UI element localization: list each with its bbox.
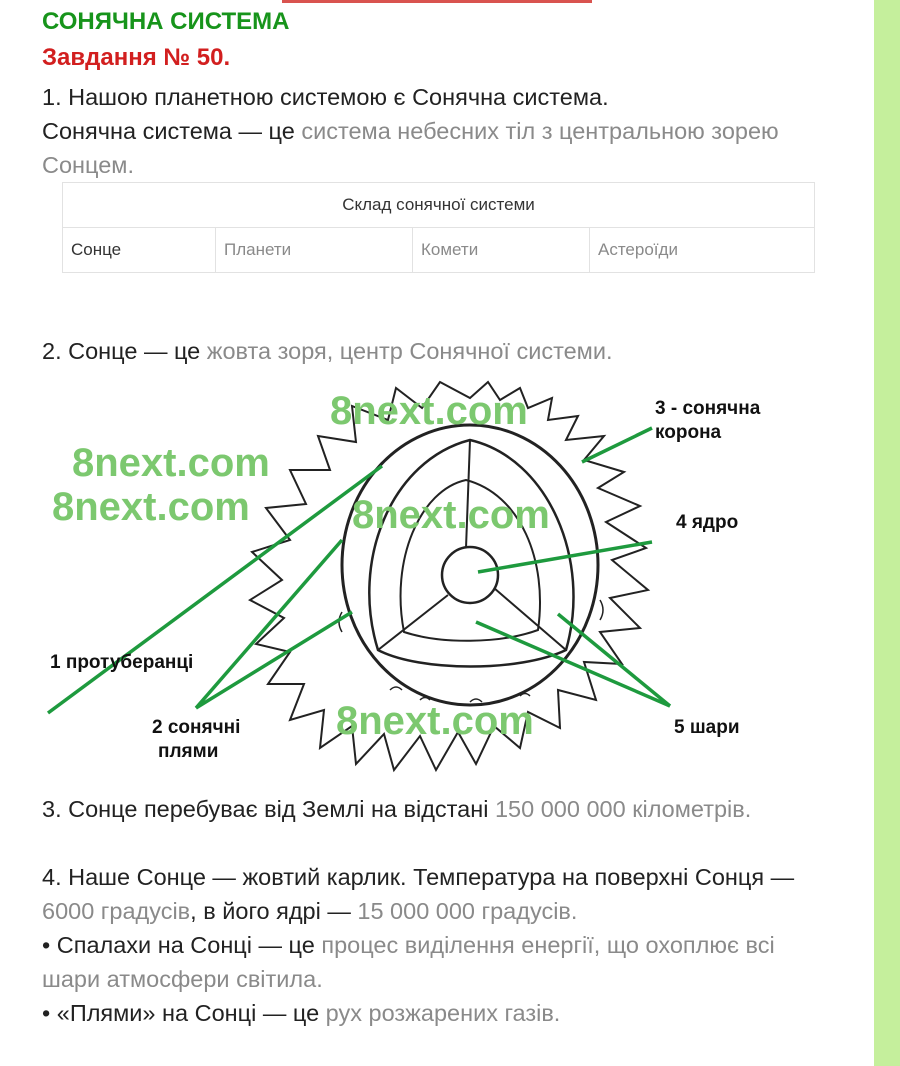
sun-structure-diagram <box>0 380 900 790</box>
bullet-flares-answer: процес виділення енергії, що охоплює всі шари атмосфери світила. <box>42 932 775 992</box>
core-temperature: 15 000 000 градусів. <box>357 898 578 924</box>
bullet-spots-prefix: • «Плями» на Сонці — це <box>42 1000 326 1026</box>
top-red-line <box>282 0 592 3</box>
label-layers: 5 шари <box>674 717 740 738</box>
question-1-definition <box>42 114 832 182</box>
question-2-answer: жовта зоря, центр Сонячної системи. <box>206 338 613 364</box>
surface-temperature: 6000 градусів <box>42 898 191 924</box>
question-3 <box>42 792 832 826</box>
bullet-spots <box>42 996 832 1030</box>
task-title: Завдання № 50. <box>42 44 231 71</box>
label-spots-line1: 2 сонячні <box>152 717 241 738</box>
question-3-prefix: 3. Сонце перебуває від Землі на відстані <box>42 796 495 822</box>
bullet-flares-prefix: • Спалахи на Сонці — це <box>42 932 322 958</box>
definition-prefix: Сонячна система — це <box>42 118 302 144</box>
watermark: 8next.com <box>52 485 250 529</box>
pointer-corona <box>582 428 652 462</box>
watermark: 8next.com <box>336 699 534 743</box>
question-4 <box>42 860 832 928</box>
label-prominences: 1 протуберанці <box>50 652 194 673</box>
definition-answer: система небесних тіл з центральною зорею Сонцем. <box>42 118 779 178</box>
table-cell-comets: Комети <box>413 228 590 273</box>
watermark: 8next.com <box>330 389 528 433</box>
bullet-spots-answer: рух розжарених газів. <box>325 1000 561 1026</box>
table-header: Склад сонячної системи <box>63 183 815 228</box>
watermark: 8next.com <box>72 441 270 485</box>
question-1-line: 1. Нашою планетною системою є Сонячна система. <box>42 84 609 110</box>
table-cell-sun: Сонце <box>63 228 216 273</box>
table-cell-asteroids: Астероїди <box>590 228 815 273</box>
question-4-prefix: 4. Наше Сонце — жовтий карлик. Температура на поверхні Сонця — <box>42 864 795 890</box>
question-4-mid: , в його ядрі — <box>190 898 358 924</box>
composition-table <box>62 182 815 273</box>
question-2-prefix: 2. Сонце — це <box>42 338 207 364</box>
bullet-flares <box>42 928 832 996</box>
label-corona-line2: корона <box>655 422 722 443</box>
label-core: 4 ядро <box>676 512 739 533</box>
core-circle <box>442 547 498 603</box>
label-spots-line2: плями <box>158 741 219 762</box>
question-3-answer: 150 000 000 кілометрів. <box>494 796 752 822</box>
pointer-layer-2 <box>558 614 670 706</box>
watermark: 8next.com <box>352 493 550 537</box>
section-title: СОНЯЧНА СИСТЕМА <box>42 8 290 35</box>
label-corona-line1: 3 - сонячна <box>655 398 761 419</box>
table-cell-planets: Планети <box>216 228 413 273</box>
question-2 <box>42 334 832 368</box>
